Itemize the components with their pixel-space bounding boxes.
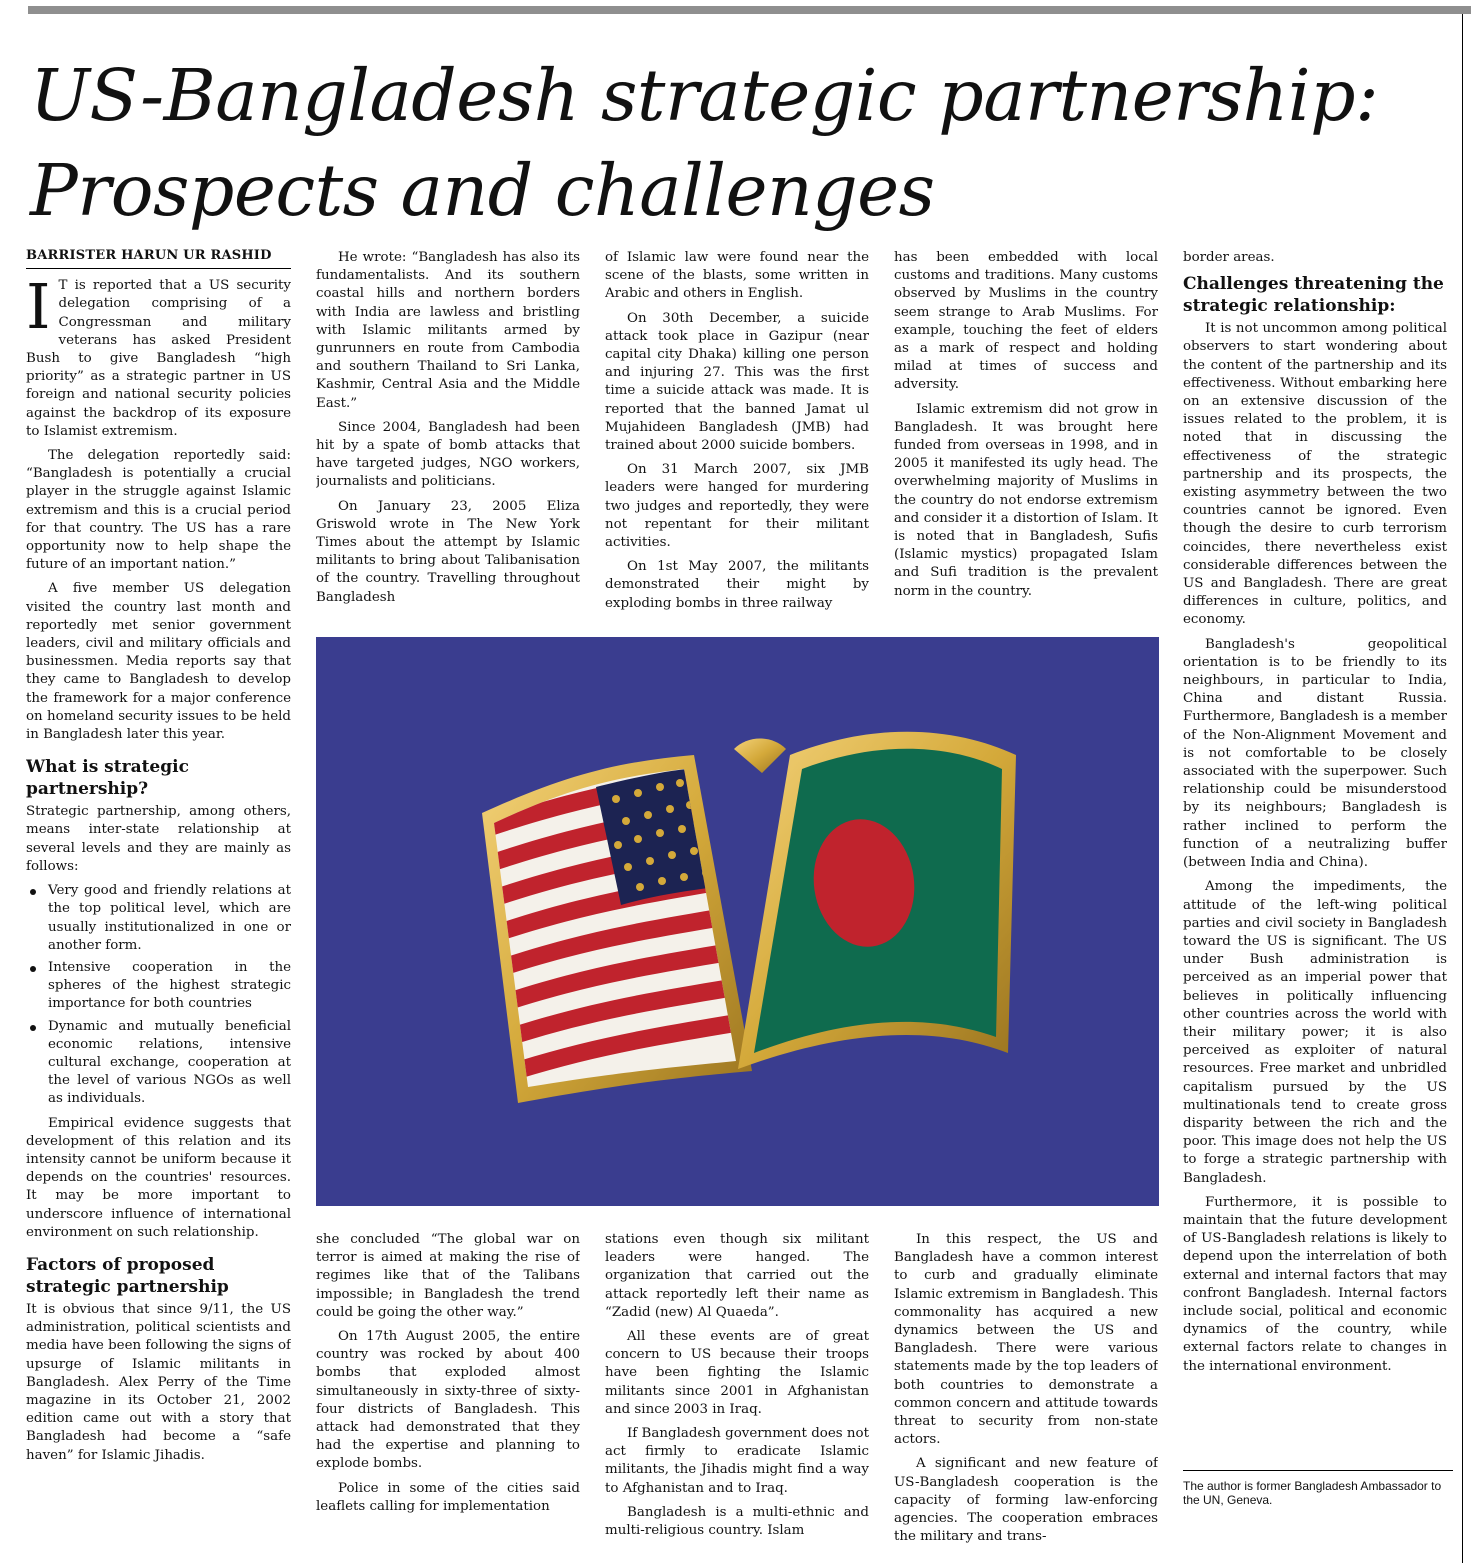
column-1 (26, 247, 291, 1547)
bullet-list (26, 882, 291, 1108)
top-rule (28, 6, 1471, 14)
bullet-item: Very good and friendly relations at the top political level, which are usually institutionalized in one or another form. (26, 882, 291, 955)
paragraph: On 17th August 2005, the entire country was rocked by about 400 bombs that exploded almost simultaneously in sixty-three of sixty-four districts of Bangladesh. This attack had demonstrated that they had the expertise and planning to explode bombs. (316, 1329, 580, 1472)
byline: BARRISTER HARUN UR RASHID (26, 247, 291, 269)
author-note: The author is former Bangladesh Ambassador to the UN, Geneva. (1183, 1470, 1453, 1507)
paragraph: Empirical evidence suggests that development of this relation and its intensity cannot be uniform because it depends on the countries' resources. It may be more important to underscore influence of international environment on such relationship. (26, 1115, 291, 1240)
paragraph: A significant and new feature of US-Bangladesh cooperation is the capacity of forming law-enforcing agencies. The cooperation embraces the military and trans- (894, 1456, 1158, 1545)
paragraph: A five member US delegation visited the country last month and reportedly met senior government leaders, civil and military officials and businessmen. Media reports say that they came to Bangladesh to develop the framework for a major conference on homeland security issues to be held in Bangladesh later this year. (26, 581, 291, 743)
paragraph: stations even though six militant leaders were hanged. The organization that carried out the attack reportedly left their name as “Zadid (new) Al Quaeda”. (605, 1232, 869, 1320)
paragraph: If Bangladesh government does not act firmly to eradicate Islamic militants, the Jihadis might find a way to Afghanistan and to Iraq. (605, 1426, 869, 1496)
column-5 (1183, 249, 1447, 1464)
paragraph: Since 2004, Bangladesh had been hit by a spate of bomb attacks that have targeted judges, NGO workers, journalists and politicians. (316, 419, 580, 490)
paragraph: The delegation reportedly said: “Bangladesh is potentially a crucial player in the struggle against Islamic extremism and this is a crucial period for that country. The US has a rare opportunity now to help shape the future of an important nation.” (26, 448, 291, 573)
bullet-item: Dynamic and mutually beneficial economic relations, intensive cultural exchange, cooperation at the level of various NGOs as well as individuals. (26, 1018, 291, 1109)
paragraph: Bangladesh's geopolitical orientation is to be friendly to its neighbours, in particular to India, China and distant Russia. Furthermore, Bangladesh is a member of the Non-Alignment Movement and is not comfortable to be closely associated with the superpower. Such relationship could be misunderstood by its neighbours; Bangladesh is rather inclined to perform the function of a neutralizing buffer (between India and China). (1183, 636, 1447, 871)
paragraph: On 1st May 2007, the militants demonstrated their might by exploding bombs in three railway (605, 559, 869, 611)
right-column-rule (1462, 14, 1463, 1563)
subheading-what-is-strategic-partnership: What is strategic partnership? (26, 757, 189, 800)
column-2-top (316, 249, 580, 624)
paragraph: Islamic extremism did not grow in Bangladesh. It was brought here funded from overseas in 1998, and in 2005 it manifested its ugly head. The overwhelming majority of Muslims in the country do not endorse extremism and consider it a distortion of Islam. It is noted that in Bangladesh, Sufis (Islamic mystics) propagated Islam and Sufi tradition is the prevalent norm in the country. (894, 401, 1158, 599)
headline (30, 48, 1450, 238)
column-3-bottom (605, 1231, 869, 1551)
paragraph: It is not uncommon among political observers to start wondering about the content of the partnership and its effectiveness. Without embarking here on an extensive discussion of the issues related to the problem, it is noted that in discussing the effectiveness of the strategic partnership and its prospects, the existing asymmetry between the two countries cannot be ignored. Even though the desire to curb terrorism coincides, there nevertheless exist considerable differences between the US and Bangladesh. There are great differences in culture, politics, and economy. (1183, 321, 1447, 628)
paragraph: of Islamic law were found near the scene of the blasts, some written in Arabic and others in English. (605, 250, 869, 302)
subheading-factors: Factors of proposed strategic partnership (26, 1254, 229, 1297)
paragraph: Strategic partnership, among others, means inter-state relationship at several levels and they are mainly as follows: (26, 804, 291, 874)
column-4-bottom (894, 1231, 1158, 1551)
paragraph: It is obvious that since 9/11, the US administration, political scientists and media have been following the signs of upsurge of Islamic militants in Bangladesh. Alex Perry of the Time magazine in its October 21, 2002 edition came out with a story that Bangladesh had become a “safe haven” for Islamic Jihadis. (26, 1301, 291, 1463)
crossed-flags-illustration (316, 637, 1159, 1206)
paragraph: In this respect, the US and Bangladesh have a common interest to curb and gradually eliminate Islamic extremism in Bangladesh. This commonality has acquired a new dynamics between the US and Bangladesh. There were various statements made by the top leaders of both countries to demonstrate a common concern and attitude towards threat to security from non-state actors. (894, 1232, 1158, 1448)
column-4-top (894, 249, 1158, 624)
paragraph: On 31 March 2007, six JMB leaders were hanged for murdering two judges and reportedly, they were not repentant for their militant activities. (605, 462, 869, 551)
subheading-challenges: Challenges threatening the strategic relationship: (1183, 274, 1444, 317)
paragraph: Police in some of the cities said leaflets calling for implementation (316, 1480, 580, 1514)
paragraph: On January 23, 2005 Eliza Griswold wrote in The New York Times about the attempt by Islamic militants to bring about Talibanisation of the country. Travelling throughout Bangladesh (316, 498, 580, 605)
paragraph: All these events are of great concern to US because their troops have been fighting the Islamic militants since 2001 in Afghanistan and since 2003 in Iraq. (605, 1329, 869, 1417)
paragraph: she concluded “The global war on terror is aimed at making the rise of regimes like that of the Talibans impossible; in Bangladesh the trend could be going the other way.” (316, 1232, 580, 1320)
column-2-bottom (316, 1231, 580, 1551)
lead-paragraph: I T is reported that a US security delegation comprising of a Congressman and military veterans has asked President Bush to give Bangladesh “high priority” as a strategic partner in US foreign and national security policies against the backdrop of its exposure to Islamist extremism. (26, 270, 291, 439)
column-3-top (605, 249, 869, 624)
paragraph: border areas. (1183, 250, 1275, 265)
paragraph: Furthermore, it is possible to maintain that the future development of US-Bangladesh relations is likely to depend upon the interrelation of both external and internal factors that may confront Bangladesh. Internal factors include social, political and economic dynamics of the country, while external factors relate to changes in the international environment. (1183, 1194, 1447, 1374)
paragraph: has been embedded with local customs and traditions. Many customs observed by Muslims in the country seem strange to Arab Muslims. For example, touching the feet of elders as a mark of respect and holding milad at times of success and adversity. (894, 250, 1158, 393)
flag-pole-joint (734, 739, 786, 774)
headline-line-1: US-Bangladesh strategic partnership: (30, 54, 1379, 137)
drop-cap: I (26, 270, 51, 344)
paragraph: Bangladesh is a multi-ethnic and multi-religious country. Islam (605, 1504, 869, 1539)
bullet-item: Intensive cooperation in the spheres of the highest strategic importance for both countries (26, 959, 291, 1014)
paragraph: Among the impediments, the attitude of the left-wing political parties and civil society in Bangladesh toward the US is significant. The US under Bush administration is perceived as an imperial power that believes in politically influencing other countries across the world with their military power; it is also perceived as exploiter of natural resources. Free market and unbridled capitalism pursued by the US multinationals tend to create gross disparity between the rich and the poor. This image does not help the US to forge a strategic partnership with Bangladesh. (1183, 879, 1447, 1186)
headline-line-2: Prospects and challenges (30, 149, 935, 232)
paragraph: He wrote: “Bangladesh has also its fundamentalists. And its southern coastal hills and northern borders with India are lawless and bristling with Islamic militants armed by gunrunners en route from Cambodia and southern Thailand to Sri Lanka, Kashmir, Central Asia and the Middle East.” (316, 250, 580, 411)
flag-pin-photo (316, 637, 1159, 1206)
paragraph: On 30th December, a suicide attack took place in Gazipur (near capital city Dhaka) killing one person and injuring 27. This was the first time a suicide attack was made. It is reported that the banned Jamat ul Mujahideen Bangladesh (JMB) had trained about 2000 suicide bombers. (605, 310, 869, 454)
